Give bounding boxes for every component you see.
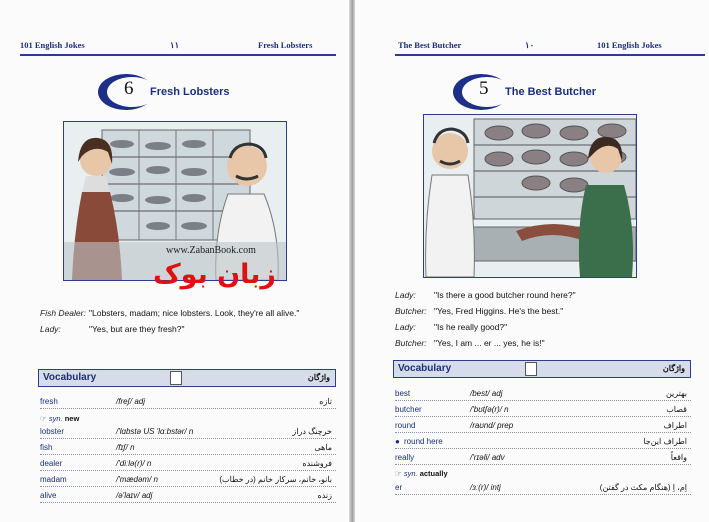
synonym-line (395, 469, 448, 478)
joke-banner (453, 74, 633, 112)
vocab-phonetic: /best/ adj (470, 389, 503, 398)
book-title-header: 101 English Jokes (20, 40, 85, 50)
vocab-phonetic: /freʃ/ adj (116, 397, 146, 406)
vocab-entry (40, 457, 336, 471)
vocab-word: round (395, 421, 416, 430)
speaker: Butcher: (395, 306, 427, 316)
book-title-header: 101 English Jokes (597, 40, 662, 50)
vocab-phonetic: /fɪʃ/ n (116, 443, 135, 452)
vocab-entry (40, 425, 336, 439)
page-number: ۱۱ (170, 40, 180, 50)
vocab-word: best (395, 389, 411, 398)
synonym-icon: ☞ (395, 469, 402, 478)
dialogue-text: "Is there a good butcher round here?" (434, 290, 576, 300)
vocab-meaning: تازه (319, 397, 332, 406)
vocabulary-header (38, 369, 336, 387)
page-number: ۱۰ (525, 40, 535, 50)
dialogue-line (395, 306, 705, 318)
vocab-meaning: (هنگام مکث در گفتن) اِم، اِ (599, 483, 687, 492)
vocab-entry (395, 387, 691, 401)
watermark-logo: زبان بوک (153, 259, 276, 290)
vocab-entry (40, 473, 336, 487)
vocab-meaning: فروشنده (302, 459, 332, 468)
synonym-icon: ☞ (40, 414, 47, 423)
vocab-entry (40, 395, 336, 409)
left-page (0, 0, 352, 522)
joke-illustration (423, 114, 637, 278)
synonym-word: actually (419, 469, 448, 478)
synonym-label: syn. (48, 414, 63, 423)
vocab-meaning: خرچنگ دراز (292, 427, 332, 436)
vocab-meaning: واقعاً (670, 453, 687, 462)
vocab-entry (395, 481, 691, 495)
joke-number: 5 (479, 78, 489, 99)
dialogue-text: "Yes, but are they fresh?" (89, 324, 185, 334)
speaker: Fish Dealer: (40, 308, 86, 318)
watermark (128, 245, 298, 299)
document-icon (170, 371, 182, 385)
vocab-entry (395, 403, 691, 417)
vocab-word: lobster (40, 427, 65, 436)
synonym-label: syn. (403, 469, 418, 478)
document-icon (525, 362, 537, 376)
joke-banner (98, 74, 268, 112)
vocab-word: really (395, 453, 415, 462)
vocab-phonetic: /raʊnd/ prep (470, 421, 514, 430)
vocab-word: madam (40, 475, 67, 484)
vocab-phonetic: /'diːlə(r)/ n (116, 459, 152, 468)
vocab-entry (40, 489, 336, 503)
dialogue-text: "Yes, I am ... er ... yes, he is!" (434, 338, 545, 348)
vocab-word: fresh (40, 397, 58, 406)
vocab-word: round here (404, 437, 443, 446)
vocab-meaning: زنده (317, 491, 332, 500)
dialogue-line (40, 324, 340, 336)
butcher-shop-illustration (424, 115, 636, 277)
vocab-phonetic: /'rɪəli/ adv (470, 453, 505, 462)
right-page (355, 0, 709, 522)
vocab-phonetic: /'bʊtʃə(r)/ n (470, 405, 509, 414)
vocab-word: fish (40, 443, 53, 452)
vocabulary-title: Vocabulary (43, 372, 97, 383)
joke-number: 6 (124, 78, 134, 99)
phrase-bullet-icon: ● (395, 437, 400, 446)
vocab-meaning: اطراف این‌جا (643, 437, 687, 446)
vocabulary-title-fa: واژگان (307, 373, 330, 382)
speaker: Lady: (395, 322, 416, 332)
speaker: Butcher: (395, 338, 427, 348)
vocab-phonetic: /'mædəm/ n (116, 475, 158, 484)
vocab-phonetic: /'lɑbstə US 'lɑːbstər/ n (116, 427, 194, 436)
vocab-meaning: قصاب (666, 405, 687, 414)
header-rule (395, 54, 705, 56)
vocab-meaning: (در خطاب) بانو، خانم، سرکار خانم (219, 475, 332, 484)
speaker: Lady: (395, 290, 416, 300)
vocabulary-title: Vocabulary (398, 363, 452, 374)
section-header: Fresh Lobsters (258, 40, 313, 50)
dialogue-line (395, 290, 705, 302)
header-rule (20, 54, 336, 56)
joke-title: The Best Butcher (505, 86, 597, 98)
dialogue-line (40, 308, 340, 320)
vocab-phonetic: /ə'laɪv/ adj (116, 491, 153, 500)
joke-title: Fresh Lobsters (150, 86, 230, 98)
dialogue-line (395, 322, 705, 334)
vocab-entry (395, 419, 691, 433)
dialogue-text: "Lobsters, madam; nice lobsters. Look, they're all alive." (89, 308, 300, 318)
vocab-word: alive (40, 491, 57, 500)
vocabulary-title-fa: واژگان (662, 364, 685, 373)
vocab-word: butcher (395, 405, 422, 414)
vocabulary-header (393, 360, 691, 378)
vocab-word: er (395, 483, 403, 492)
vocab-phonetic: /ɜː(r)/ intj (470, 483, 501, 492)
dialogue-text: "Yes, Fred Higgins. He's the best." (434, 306, 564, 316)
vocab-meaning: بهترین (665, 389, 687, 398)
vocab-entry (40, 441, 336, 455)
vocab-meaning: اطراف (663, 421, 687, 430)
dialogue-line (395, 338, 705, 350)
synonym-word: new (64, 414, 80, 423)
section-header: The Best Butcher (398, 40, 462, 50)
vocab-meaning: ماهی (314, 443, 332, 452)
synonym-line (40, 414, 79, 423)
speaker: Lady: (40, 324, 61, 334)
vocab-entry (395, 451, 691, 465)
vocab-word: dealer (40, 459, 63, 468)
dialogue-text: "Is he really good?" (434, 322, 508, 332)
watermark-url: www.ZabanBook.com (166, 245, 256, 256)
vocab-entry-phrase (395, 435, 691, 449)
